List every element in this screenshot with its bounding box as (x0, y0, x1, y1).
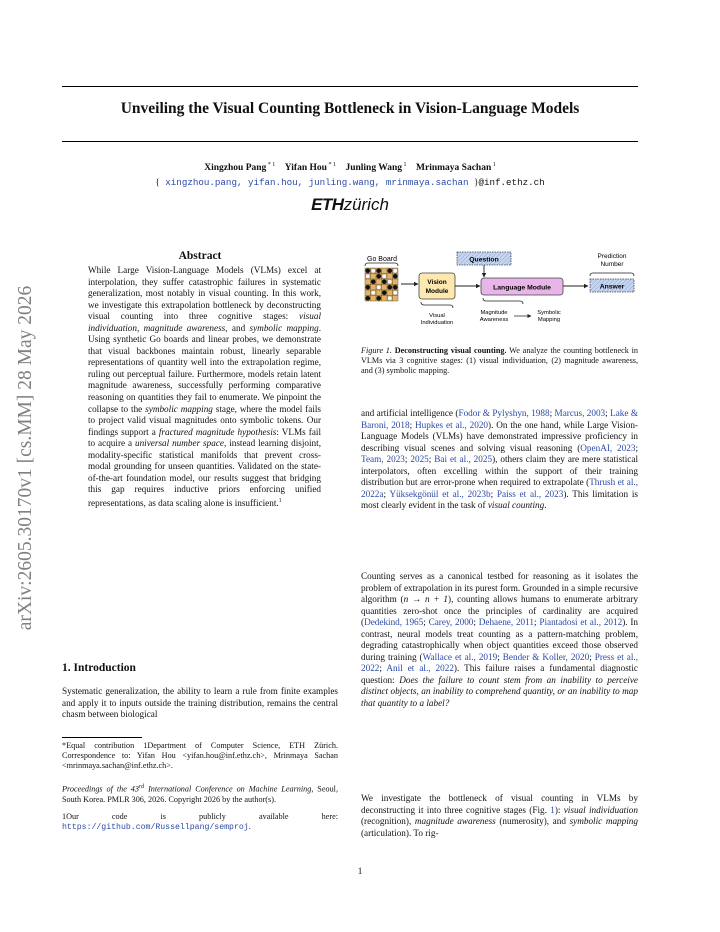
black-stone (376, 274, 381, 279)
footnote-proceedings: Proceedings of the 43rd International Conference on Machine Learning, Seoul, South Korea. PMLR 306, 2026. Copyright 2026 by the author(s). (62, 784, 338, 804)
stage1-label-a: Visual (429, 313, 445, 319)
author-name: Mrinmaya Sachan (416, 163, 492, 174)
black-stone (393, 274, 398, 279)
citation-link[interactable]: Marcus, 2003 (554, 408, 606, 418)
white-stone (371, 290, 376, 295)
introduction-heading: 1. Introduction (62, 662, 136, 674)
black-stone (382, 279, 387, 284)
white-stone (387, 279, 392, 284)
citation-link[interactable]: Dehaene, 2011 (478, 617, 534, 628)
right-paragraph-3: We investigate the bottleneck of visual counting in VLMs by deconstructing it into three cognitive stages (Fig. 1): visual individuation (recognition), magnitude awareness (numerosity), and symbolic mapping (articulation). To rig- (361, 793, 638, 838)
black-stone (393, 285, 398, 290)
prediction-brace (590, 273, 634, 276)
author-name: Yifan Hou (284, 163, 327, 174)
stage2-label-b: Awareness (479, 317, 509, 323)
paper-title: Unveiling the Visual Counting Bottleneck in Vision-Language Models (120, 100, 580, 117)
citation-link[interactable]: Bender & Koller, 2020 (502, 651, 590, 662)
go-board-brace (365, 263, 398, 266)
footnote-rule (62, 737, 142, 738)
language-module-label: Language Module (493, 284, 551, 292)
white-stone (382, 274, 387, 279)
stage1-label-b: Individuation (420, 320, 454, 326)
footnote-affiliation: *Equal contribution 1Department of Computer Science, ETH Zürich. Correspondence to: Yifan Hou <yifan.hou@inf.ethz.ch>, Mrinmaya Sachan <mrinmaya.sachan@inf.ethz.ch>. (62, 741, 338, 770)
citation-link[interactable]: Yüksekgönül et al., 2023b (389, 488, 491, 499)
citation-link[interactable]: Thrush et al., 2022a (361, 477, 638, 499)
citation-link[interactable]: OpenAI, 2023 (580, 442, 636, 453)
intro-paragraph: Systematic generalization, the ability to learn a rule from finite examples and apply it to inputs outside the training distribution, remains the central chasm between biological (62, 686, 338, 720)
white-stone (365, 274, 370, 279)
black-stone (376, 296, 381, 301)
author-affiliation-mark: 1 (402, 162, 407, 168)
author-affiliation-mark: * 1 (266, 162, 276, 168)
magnitude-brace (483, 298, 523, 304)
top-rule (62, 86, 638, 87)
white-stone (393, 290, 398, 295)
figure-1-diagram (361, 248, 638, 338)
abstract-body: While Large Vision-Language Models (VLMs) excel at interpolation, they suffer catastrophic failures in systematic generalization, most notably in visual counting. In this work, we investigate this extrapolation bottleneck by deconstructing visual counting into three cognitive stages: visual individuation, magnitude awareness, and symbolic mapping. Using synthetic Go boards and linear probes, we demonstrate that visual backbones maintain robust, linearly separable representations of quantity well into the extrapolation regime, ruling out perceptual failure. Furthermore, models retain latent magnitude awareness, successfully performing comparative reasoning on quantities they fail to enumerate. We pinpoint the collapse to the symbolic mapping stage, where the model fails to project valid visual magnitudes onto symbolic tokens. Our findings support a fractured magnitude hypothesis: VLMs fail to acquire a universal number space, instead learning disjoint, modality-specific statistical manifolds that prevent cross-modal grounding for unseen quantities. Validated on the state-of-the-art foundation model, our results suggest that bridging this gap requires inductive priors enforcing unified representations, as data scaling alone is insufficient.$^1$ (88, 265, 321, 508)
title-bottom-rule (62, 141, 638, 142)
black-stone (382, 290, 387, 295)
black-stone (365, 285, 370, 290)
citation-link[interactable]: Bai et al., 2025 (434, 454, 493, 465)
black-stone (387, 285, 392, 290)
footnote-code: 1Our code is publicly available here: https://github.com/Russellpang/semproj. (62, 812, 338, 832)
citation-link[interactable]: Wallace et al., 2019 (422, 651, 498, 662)
figure-1 (361, 248, 638, 338)
email-users[interactable]: xingzhou.pang, yifan.hou, junling.wang, mrinmaya.sachan (165, 177, 469, 188)
author-list (62, 162, 638, 173)
citation-link[interactable]: Dedekind, 1965 (364, 617, 424, 628)
vision-module-label-1: Vision (427, 279, 447, 286)
black-stone (376, 268, 381, 273)
right-paragraph-2: Counting serves as a canonical testbed for reasoning as it isolates the problem of extrapolation in its purest form. Grounded in a simple recursive algorithm (n → n + 1), counting allows humans to enumerate arbitrary quantities zero-shot once the principles of cardinality are acquired (Dedekind, 1965; Carey, 2000; Dehaene, 2011; Piantadosi et al., 2012). In contrast, neural models treat counting as a pattern-matching problem, degrading catastrophically when object quantities exceed those observed during training (Wallace et al., 2019; Bender & Koller, 2020; Press et al., 2022; Anil et al., 2022). This failure raises a fundamental diagnostic question: Does the failure to count stem from an inability to perceive distinct objects, an inability to comprehend quantity, or an inability to map that quantity to a label? (361, 571, 639, 709)
individuation-brace (421, 302, 453, 308)
white-stone (393, 268, 398, 273)
question-label: Question (469, 256, 499, 264)
black-stone (365, 296, 370, 301)
white-stone (376, 285, 381, 290)
citation-link[interactable]: Piantadosi et al., 2012 (539, 617, 623, 628)
white-stone (387, 296, 392, 301)
right-paragraph-1: and artificial intelligence (Fodor & Pylyshyn, 1988; Marcus, 2003; Lake & Baroni, 2018; Hupkes et al., 2020). On the one hand, while Large Vision-Language Models (VLMs) have demonstrated impressive proficiency in describing visual scenes and solving visual reasoning (OpenAI, 2023; Team, 2023; 2025; Bai et al., 2025), others claim they are mere statistical interpolators, often excelling within the support of their training distribution but are error-prone when required to extrapolate (Thrush et al., 2022a; Yüksekgönül et al., 2023b; Paiss et al., 2023). This limitation is most clearly evident in the task of visual counting. (361, 408, 638, 511)
black-stone (387, 268, 392, 273)
stage2-label-a: Magnitude (480, 310, 508, 316)
go-board-image (365, 268, 398, 301)
eth-zurich-logo: ETHzürich (311, 195, 389, 214)
black-stone (365, 268, 370, 273)
citation-link[interactable]: Hupkes et al., 2020 (415, 419, 489, 430)
citation-link[interactable]: Paiss et al., 2023 (496, 488, 564, 499)
black-stone (371, 279, 376, 284)
white-stone (371, 268, 376, 273)
author-name: Xingzhou Pang (204, 163, 267, 174)
author-emails: { xingzhou.pang, yifan.hou, junling.wang, mrinmaya.sachan }@inf.ethz.ch (155, 177, 545, 188)
author-name: Junling Wang (345, 163, 403, 174)
citation-link[interactable]: Team, 2023 (361, 454, 405, 465)
prediction-label-2: Number (600, 261, 624, 268)
footnote-marker: 1 (278, 497, 282, 504)
vision-module-label-2: Module (425, 288, 449, 295)
stage3-label-a: Symbolic (537, 310, 561, 316)
answer-label: Answer (599, 283, 625, 291)
email-domain: @inf.ethz.ch (478, 177, 545, 188)
page-number: 1 (357, 866, 363, 876)
stage3-label-b: Mapping (537, 317, 561, 323)
code-url-link[interactable]: https://github.com/Russellpang/semproj (62, 823, 249, 832)
arxiv-stamp[interactable]: arXiv:2605.30170v1 [cs.MM] 28 May 2026 (15, 285, 36, 631)
citation-link[interactable]: Anil et al., 2022 (386, 663, 454, 674)
citation-link[interactable]: Press et al., 2022 (361, 651, 639, 674)
citation-link[interactable]: Carey, 2000 (428, 617, 474, 628)
author-affiliation-mark: 1 (491, 162, 496, 168)
citation-link[interactable]: 2025 (410, 454, 429, 465)
vision-module-box (419, 273, 455, 299)
abstract-heading: Abstract (178, 250, 222, 262)
prediction-label-1: Prediction (597, 253, 627, 260)
citation-link[interactable]: Lake & Baroni, 2018 (361, 408, 638, 430)
go-board-label: Go Board (367, 256, 397, 263)
author-affiliation-mark: * 1 (326, 162, 336, 168)
citation-link[interactable]: 1 (550, 804, 555, 815)
figure-1-caption: Figure 1. Deconstructing visual counting. We analyze the counting bottleneck in VLMs via 3 cognitive stages: (1) visual individuation, (2) magnitude awareness, and (3) symbolic mapping. (361, 346, 638, 375)
citation-link[interactable]: Fodor & Pylyshyn, 1988 (458, 408, 550, 418)
